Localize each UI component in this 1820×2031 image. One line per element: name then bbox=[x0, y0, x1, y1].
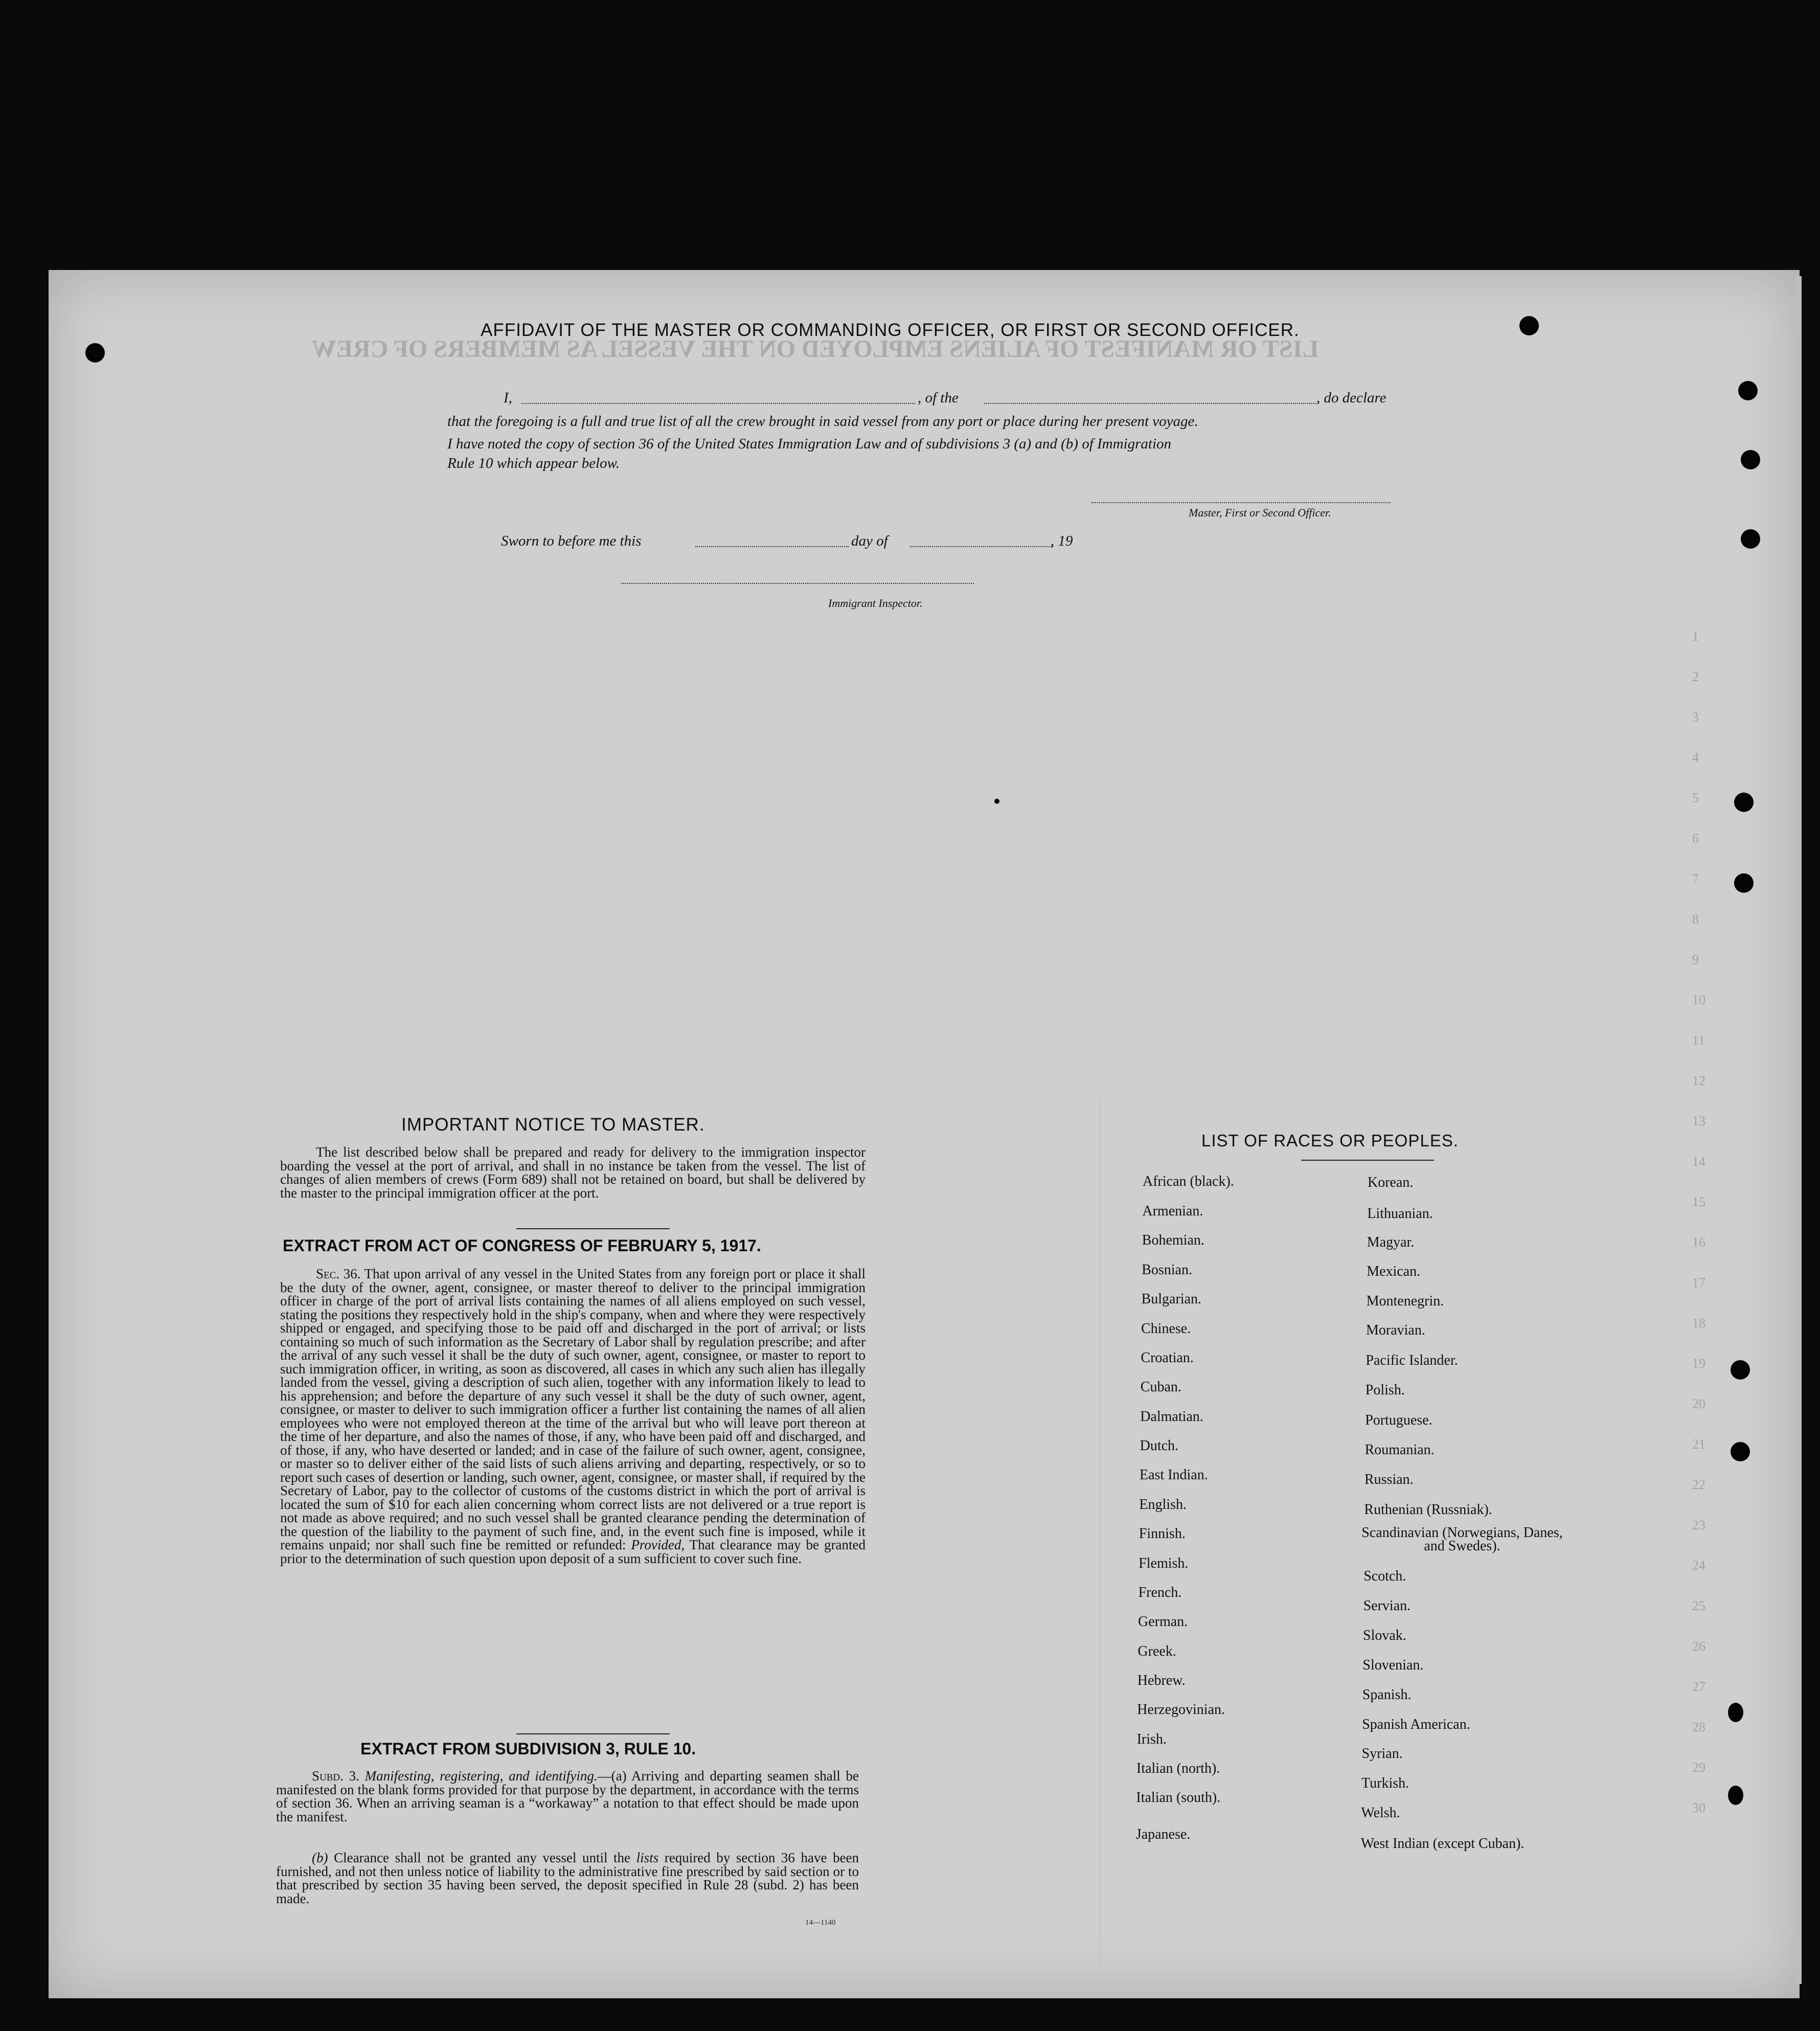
punch-hole bbox=[1519, 316, 1539, 335]
ghost-row-number: 10 bbox=[1692, 992, 1705, 1007]
race-item: Dalmatian. bbox=[1140, 1409, 1203, 1425]
ghost-row-number: 21 bbox=[1692, 1437, 1705, 1452]
sheet-edge-strip bbox=[1795, 276, 1802, 1984]
ghost-row-number: 1 bbox=[1692, 629, 1699, 644]
notice-text: The list described below shall be prepared and ready for delivery to the immigration inspector boarding the vessel at the port of arrival, and shall in no instance be taken from the vessel. The list of changes of alien members of crews (Form 689) shall not be retained on board, but shall be delivered by the master to the principal immigration officer at the port. bbox=[280, 1144, 866, 1201]
master-signature-line[interactable] bbox=[1091, 502, 1391, 503]
race-item: Magyar. bbox=[1367, 1234, 1415, 1250]
ghost-row-number: 12 bbox=[1692, 1073, 1705, 1088]
ghost-row-number: 11 bbox=[1692, 1033, 1705, 1048]
notice-title: IMPORTANT NOTICE TO MASTER. bbox=[401, 1115, 705, 1135]
rule10-title: EXTRACT FROM SUBDIVISION 3, RULE 10. bbox=[360, 1740, 696, 1758]
ghost-row-number: 26 bbox=[1692, 1639, 1705, 1654]
act-section-end: That clearance may be granted prior to the determination of such question upon deposit of a sum sufficient to cover such fine. bbox=[280, 1537, 866, 1566]
ghost-row-number: 27 bbox=[1692, 1679, 1705, 1694]
ghost-row-number: 18 bbox=[1692, 1316, 1705, 1330]
document-sheet bbox=[49, 270, 1800, 1998]
ghost-row-number: 19 bbox=[1692, 1356, 1705, 1371]
ghost-row-number: 20 bbox=[1692, 1396, 1705, 1411]
race-item: Mexican. bbox=[1367, 1263, 1421, 1279]
ghost-row-number: 8 bbox=[1692, 912, 1699, 927]
race-item: Slovenian. bbox=[1362, 1657, 1424, 1673]
rule10-subd-label: Subd. 3. bbox=[312, 1768, 359, 1784]
race-item: Slovak. bbox=[1363, 1628, 1406, 1643]
ghost-row-number: 5 bbox=[1692, 791, 1699, 805]
race-item: Cuban. bbox=[1140, 1379, 1181, 1395]
act-title: EXTRACT FROM ACT OF CONGRESS OF FEBRUARY 5, 1917. bbox=[283, 1236, 761, 1255]
race-item: West Indian (except Cuban). bbox=[1360, 1836, 1525, 1852]
ghost-row-number: 15 bbox=[1692, 1194, 1705, 1209]
races-title: LIST OF RACES OR PEOPLES. bbox=[1201, 1131, 1459, 1150]
paper-fold bbox=[1099, 1099, 1100, 1969]
race-item: Ruthenian (Russniak). bbox=[1364, 1502, 1492, 1518]
punch-hole bbox=[1728, 1703, 1743, 1722]
ghost-row-number: 4 bbox=[1692, 750, 1699, 765]
race-item: Portuguese. bbox=[1365, 1412, 1432, 1428]
affidavit-declare: , do declare bbox=[1316, 390, 1386, 406]
race-item: Bohemian. bbox=[1142, 1232, 1204, 1248]
race-item: Pacific Islander. bbox=[1366, 1352, 1458, 1368]
race-item: Irish. bbox=[1136, 1731, 1167, 1747]
vessel-blank[interactable] bbox=[984, 403, 1316, 404]
ghost-row-number: 6 bbox=[1692, 831, 1699, 846]
race-item: Flemish. bbox=[1139, 1555, 1189, 1571]
ghost-row-number: 16 bbox=[1692, 1235, 1705, 1250]
ghost-row-number: 17 bbox=[1692, 1275, 1705, 1290]
rule10-b-text1: Clearance shall not be granted any vessel until the bbox=[334, 1850, 631, 1865]
race-item: Chinese. bbox=[1141, 1321, 1191, 1337]
race-item: French. bbox=[1138, 1585, 1182, 1600]
race-item: Lithuanian. bbox=[1367, 1206, 1433, 1222]
race-item: Polish. bbox=[1365, 1382, 1405, 1398]
punch-hole bbox=[994, 799, 999, 804]
ghost-manifest-title: LIST OR MANIFEST OF ALIENS EMPLOYED ON THE VESSEL AS MEMBERS OF CREW bbox=[312, 335, 1319, 363]
race-item: English. bbox=[1139, 1497, 1187, 1513]
ghost-row-number: 9 bbox=[1692, 952, 1699, 967]
act-provided: Provided, bbox=[631, 1537, 685, 1552]
rule10-subd-title: Manifesting, registering, and identifying. bbox=[365, 1768, 598, 1784]
race-item: Spanish. bbox=[1362, 1687, 1412, 1703]
race-item: Moravian. bbox=[1366, 1322, 1425, 1338]
ghost-row-number: 14 bbox=[1692, 1154, 1705, 1169]
punch-hole bbox=[1734, 793, 1754, 812]
punch-hole bbox=[85, 343, 105, 363]
ghost-row-number: 22 bbox=[1692, 1477, 1705, 1492]
race-item: Japanese. bbox=[1135, 1826, 1191, 1842]
race-item: Servian. bbox=[1363, 1598, 1411, 1614]
day-of-text: day of bbox=[851, 533, 888, 549]
race-item: Roumanian. bbox=[1364, 1442, 1435, 1458]
punch-hole bbox=[1741, 450, 1760, 469]
affidavit-line4: Rule 10 which appear below. bbox=[447, 455, 620, 471]
form-number: 14—1140 bbox=[805, 1919, 836, 1927]
rule10-b-label: (b) bbox=[312, 1850, 328, 1865]
race-item: Finnish. bbox=[1139, 1526, 1186, 1542]
race-item: Greek. bbox=[1138, 1643, 1176, 1659]
race-item: Bosnian. bbox=[1142, 1262, 1192, 1278]
affidavit-line3: I have noted the copy of section 36 of the United States Immigration Law and of subdivisions 3 (a) and (b) of Immigration bbox=[447, 436, 1172, 452]
act-divider bbox=[516, 1733, 670, 1734]
race-item: Scotch. bbox=[1363, 1568, 1406, 1584]
race-item: Montenegrin. bbox=[1366, 1293, 1444, 1309]
affidavit-of-the: , of the bbox=[918, 390, 959, 406]
punch-hole bbox=[1734, 873, 1754, 893]
race-item: Bulgarian. bbox=[1141, 1291, 1202, 1307]
ghost-row-number: 24 bbox=[1692, 1558, 1705, 1573]
race-item: Herzegovinian. bbox=[1137, 1702, 1225, 1718]
ghost-row-number: 2 bbox=[1692, 669, 1699, 684]
race-item: Russian. bbox=[1364, 1472, 1414, 1487]
punch-hole bbox=[1731, 1360, 1750, 1380]
rule10-b-text2: required by section 36 have been furnished, and not then unless notice of liability to the administrative fine prescribed by said section or to that prescribed by section 35 having been served, the deposit specified in Rule 28 (subd. 2) has been made. bbox=[276, 1850, 859, 1906]
affidavit-line2: that the foregoing is a full and true list of all the crew brought in said vessel from any port or place during her present voyage. bbox=[447, 413, 1198, 430]
ghost-row-number: 23 bbox=[1692, 1518, 1705, 1532]
punch-hole bbox=[1738, 381, 1758, 400]
race-item: Italian (north). bbox=[1136, 1761, 1220, 1776]
master-signature-caption: Master, First or Second Officer. bbox=[1189, 506, 1331, 519]
rule10-b-lists: lists bbox=[636, 1850, 659, 1865]
sworn-month-blank[interactable] bbox=[910, 546, 1053, 547]
affidavit-i: I, bbox=[504, 390, 512, 406]
inspector-signature-line[interactable] bbox=[621, 583, 974, 584]
ghost-row-number: 25 bbox=[1692, 1598, 1705, 1613]
sworn-text: Sworn to before me this bbox=[501, 533, 642, 549]
year-text: , 19 bbox=[1051, 533, 1073, 549]
race-item: Italian (south). bbox=[1136, 1790, 1221, 1806]
act-text bbox=[280, 1267, 866, 1565]
punch-hole bbox=[1731, 1442, 1750, 1461]
name-blank[interactable] bbox=[521, 403, 915, 404]
race-item: Armenian. bbox=[1142, 1203, 1203, 1219]
race-item: Dutch. bbox=[1140, 1438, 1179, 1454]
act-section-body: That upon arrival of any vessel in the United States from any foreign port or place it shall be the duty of the owner, agent, consignee, or master thereof to deliver to the principal immigration officer in charge of the port of arrival lists containing the names of all aliens employed on such vessel, stating the positions they respectively hold in the ship's company, when and where they were respectively shipped or engaged, and specifying those to be paid off and discharged in the port of arrival; or lists containing so much of such information as the Secretary of Labor shall by regulation prescribe; and after the arrival of any such vessel it shall be the duty of such owner, agent, consignee, or master to report to such immigration officer, in writing, as soon as discovered, all cases in which any such alien has illegally landed from the vessel, giving a description of such alien, together with any information likely to lead to his apprehension; and before the departure of any such vessel it shall be the duty of such owner, agent, consignee, or master to deliver to such immigration officer a further list containing the names of all alien employees who were not employed thereon at the time of the arrival but who will leave port thereon at the time of her departure, and also the names of those, if any, who have been paid off and discharged, and of those, if any, who have deserted or landed; and in case of the failure of such owner, agent, consignee, or master so to deliver either of the said lists of such aliens arriving and departing, respectively, or so to report such cases of desertion or landing, such owner, agent, consignee, or master shall, if required by the Secretary of Labor, pay to the collector of customs of the customs district in which the port of arrival is located the sum of $10 for each alien concerning whom correct lists are not delivered or a true report is not made as above required; and no such vessel shall be granted clearance pending the determination of the question of the liability to the payment of such fine, and, in the event such fine is imposed, while it remains unpaid; nor shall such fine be remitted or refunded: bbox=[280, 1266, 866, 1552]
affidavit-title: AFFIDAVIT OF THE MASTER OR COMMANDING OFFICER, OR FIRST OR SECOND OFFICER. bbox=[481, 320, 1300, 340]
act-section-label: Sec. 36. bbox=[316, 1266, 361, 1281]
inspector-caption: Immigrant Inspector. bbox=[828, 597, 923, 610]
race-item: Hebrew. bbox=[1137, 1673, 1186, 1688]
races-divider bbox=[1301, 1160, 1434, 1161]
race-item: Syrian. bbox=[1361, 1746, 1403, 1762]
race-item: Spanish American. bbox=[1362, 1717, 1470, 1732]
race-item: Scandinavian (Norwegians, Danes, and Swedes). bbox=[1361, 1525, 1563, 1554]
race-item: Turkish. bbox=[1361, 1775, 1409, 1791]
sworn-day-blank[interactable] bbox=[695, 546, 849, 547]
race-item: Welsh. bbox=[1361, 1805, 1400, 1821]
ghost-row-number: 29 bbox=[1692, 1760, 1705, 1775]
race-item: African (black). bbox=[1143, 1174, 1234, 1189]
race-item: Croatian. bbox=[1141, 1350, 1194, 1366]
ghost-row-number: 7 bbox=[1692, 871, 1699, 886]
ghost-row-number: 30 bbox=[1692, 1800, 1705, 1815]
race-item: Korean. bbox=[1368, 1175, 1414, 1190]
notice-divider bbox=[516, 1228, 670, 1229]
ghost-row-number: 13 bbox=[1692, 1114, 1705, 1129]
punch-hole bbox=[1728, 1786, 1743, 1805]
race-item: East Indian. bbox=[1140, 1467, 1208, 1483]
rule10-subd-b bbox=[276, 1851, 859, 1905]
punch-hole bbox=[1741, 529, 1760, 549]
race-item: German. bbox=[1138, 1614, 1188, 1630]
ghost-row-number: 3 bbox=[1692, 710, 1699, 725]
ghost-row-number: 28 bbox=[1692, 1720, 1705, 1734]
rule10-subd-a bbox=[276, 1769, 859, 1823]
rule10-a-text: —(a) Arriving and departing seamen shall be manifested on the blank forms provided for that purpose by the department, in accordance with the terms of section 36. When an arriving seaman is a “workaway” a notation to that effect should be made upon the manifest. bbox=[276, 1768, 859, 1824]
